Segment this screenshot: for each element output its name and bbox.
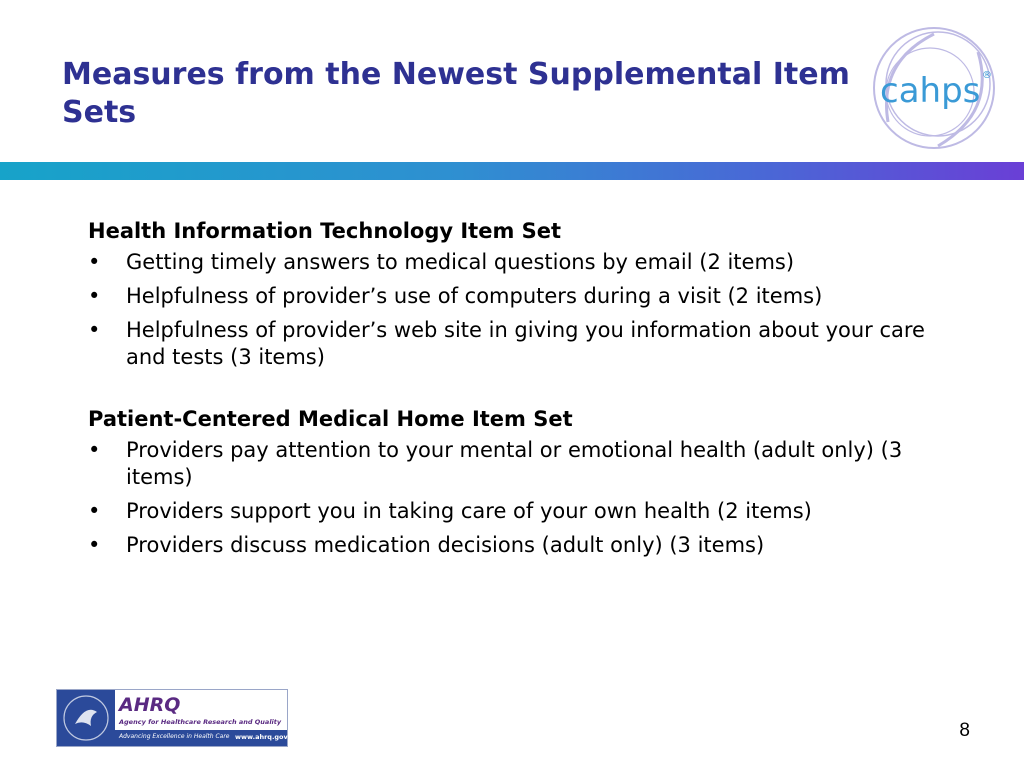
bullet-icon: • (88, 284, 101, 308)
bullet-icon: • (88, 318, 101, 342)
ahrq-mark-text: AHRQ (119, 694, 181, 716)
list-item-text: Providers support you in taking care of your own health (2 items) (126, 499, 812, 523)
list-item-text: Helpfulness of providerʼs use of computers during a visit (2 items) (126, 284, 823, 308)
slide-content (88, 218, 928, 566)
ahrq-url[interactable]: www.ahrq.gov (235, 733, 288, 741)
bullet-icon: • (88, 499, 101, 523)
bullet-list (88, 249, 928, 371)
section-pcmh (88, 406, 928, 559)
list-item-text: Getting timely answers to medical questions by email (2 items) (126, 250, 795, 274)
hhs-eagle-icon (57, 690, 115, 746)
ahrq-logo (56, 689, 288, 747)
list-item (88, 249, 928, 276)
list-item (88, 498, 928, 525)
ahrq-mark-icon (119, 693, 181, 716)
cahps-logo (868, 22, 1000, 154)
section-health-it (88, 218, 928, 371)
list-item-text: Providers pay attention to your mental or emotional health (adult only) (3 items) (126, 438, 903, 489)
section-title: Patient-Centered Medical Home Item Set (88, 407, 573, 431)
bullet-list (88, 437, 928, 559)
section-title: Health Information Technology Item Set (88, 219, 562, 243)
list-item (88, 437, 928, 491)
list-item (88, 317, 928, 371)
ahrq-subtitle: Agency for Healthcare Research and Quality (119, 718, 282, 726)
bullet-icon: • (88, 250, 101, 274)
list-item (88, 283, 928, 310)
bullet-icon: • (88, 438, 101, 462)
header-gradient-band (0, 162, 1024, 180)
bullet-icon: • (88, 533, 101, 557)
list-item-text: Helpfulness of providerʼs web site in giving you information about your care and tests (3 items) (126, 318, 925, 369)
list-item (88, 532, 928, 559)
section-spacer (88, 378, 928, 406)
cahps-logo-text: cahps (880, 71, 981, 111)
page-number: 8 (959, 720, 970, 741)
slide-title: Measures from the Newest Supplemental Item Sets (62, 57, 850, 130)
ahrq-tagline: Advancing Excellence in Health Care (119, 733, 230, 740)
list-item-text: Providers discuss medication decisions (adult only) (3 items) (126, 533, 765, 557)
registered-mark: ® (982, 70, 992, 81)
